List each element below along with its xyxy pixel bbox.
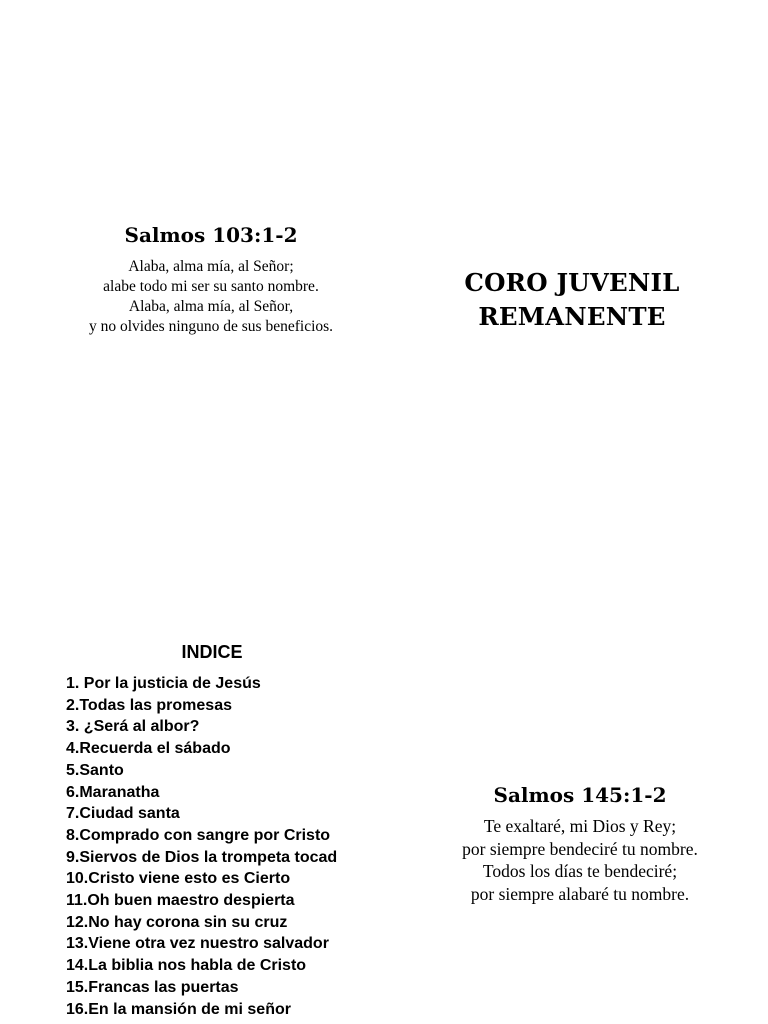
cover-title xyxy=(412,266,732,334)
index-heading: INDICE xyxy=(181,642,243,662)
song-index xyxy=(62,640,402,1020)
index-item: 15.Francas las puertas xyxy=(66,978,239,996)
verse-line: Alaba, alma mía, al Señor, xyxy=(128,298,294,315)
index-item: 3. ¿Será al albor? xyxy=(66,718,200,736)
index-item: 13.Viene otra vez nuestro salvador xyxy=(66,935,329,953)
index-item: 11.Oh buen maestro despierta xyxy=(66,892,295,910)
verse-salmos-145 xyxy=(410,781,750,905)
verse-line: Te exaltaré, mi Dios y Rey; xyxy=(483,816,677,836)
verse-line: Todos los días te bendeciré; xyxy=(482,861,678,881)
verse-text xyxy=(40,257,382,337)
index-item: 4.Recuerda el sábado xyxy=(66,740,231,758)
index-item: 12.No hay corona sin su cruz xyxy=(66,913,288,931)
verse-reference: Salmos 103:1-2 xyxy=(124,223,298,247)
index-item: 5.Santo xyxy=(66,761,124,779)
index-list xyxy=(62,673,402,1020)
index-item: 14.La biblia nos habla de Cristo xyxy=(66,957,307,975)
index-item: 9.Siervos de Dios la trompeta tocad xyxy=(66,848,338,866)
verse-reference: Salmos 145:1-2 xyxy=(493,783,667,807)
verse-line: alabe todo mi ser su santo nombre. xyxy=(103,278,319,295)
index-item: 2.Todas las promesas xyxy=(66,696,232,714)
index-item: 16.En la mansión de mi señor xyxy=(66,1000,291,1018)
title-line-1: CORO JUVENIL xyxy=(464,268,680,297)
verse-line: y no olvides ninguno de sus beneficios. xyxy=(88,318,334,335)
verse-line: por siempre alabaré tu nombre. xyxy=(470,883,690,904)
verse-line: Alaba, alma mía, al Señor; xyxy=(128,258,294,275)
title-line-2: REMANENTE xyxy=(478,302,666,331)
index-item: 7.Ciudad santa xyxy=(66,805,180,823)
verse-text xyxy=(410,815,750,905)
verse-salmos-103 xyxy=(40,221,382,337)
index-item: 10.Cristo viene esto es Cierto xyxy=(66,870,291,888)
index-item: 6.Maranatha xyxy=(66,783,160,801)
index-item: 8.Comprado con sangre por Cristo xyxy=(66,826,331,844)
index-item: 1. Por la justicia de Jesús xyxy=(66,675,261,692)
verse-line: por siempre bendeciré tu nombre. xyxy=(462,838,698,859)
